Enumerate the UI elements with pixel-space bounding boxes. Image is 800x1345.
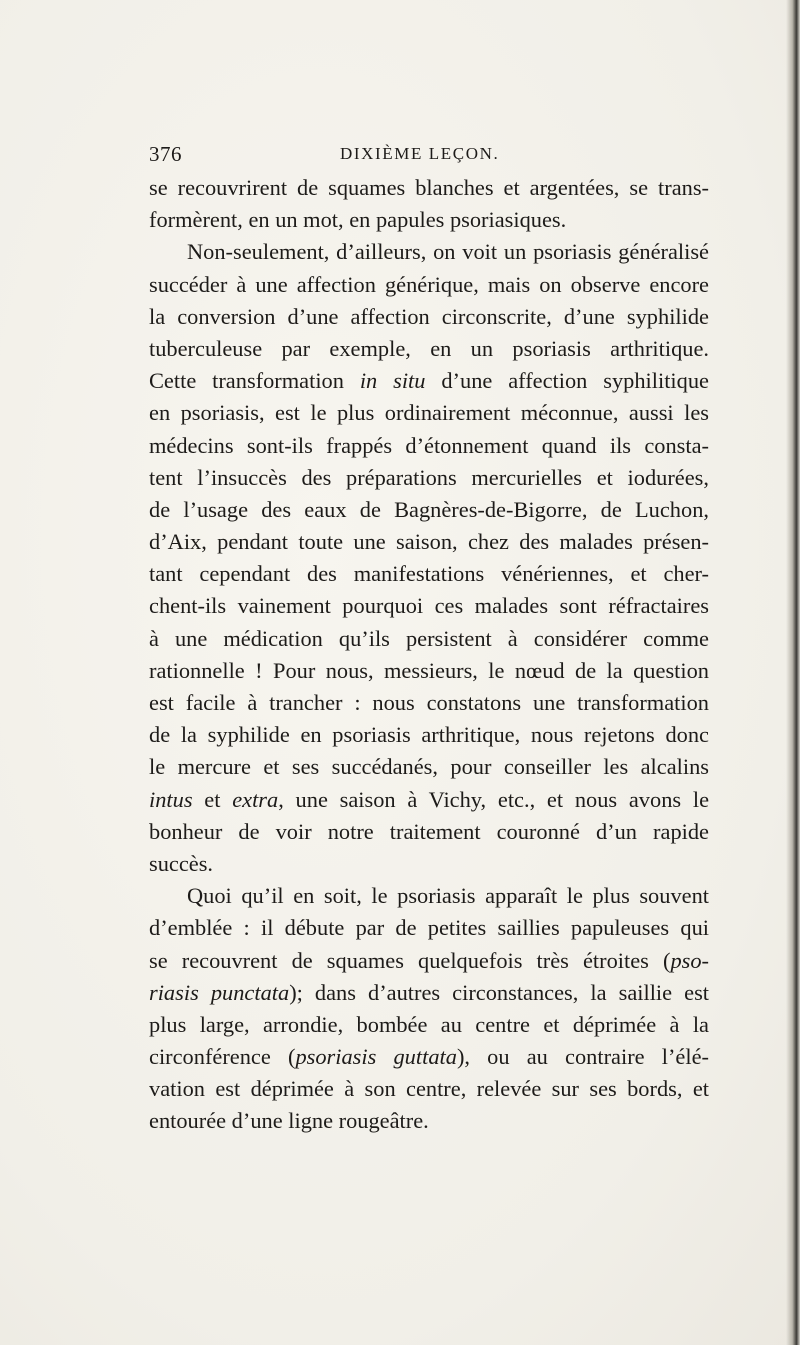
- line-text: bonheur de voir notre traitement couronné d’un rapide: [149, 818, 709, 844]
- text-line: [149, 365, 709, 397]
- line-text: ); dans d’autres circonstances, la saillie est: [289, 979, 710, 1005]
- line-text: et: [192, 786, 233, 812]
- italic-text: extra: [232, 786, 279, 812]
- line-text: d’emblée : il débute par de petites saillies papuleuses qui: [149, 915, 709, 941]
- text-line: [149, 1105, 709, 1137]
- text-line: [149, 623, 709, 655]
- line-text: Cette transformation: [149, 368, 360, 394]
- text-line: [149, 1073, 709, 1105]
- text-line: [149, 236, 709, 268]
- text-line: [149, 816, 709, 848]
- text-line: [149, 301, 709, 333]
- line-text: ), ou au contraire l’élé-: [456, 1044, 709, 1070]
- section-title: DIXIÈME LEÇON.: [340, 144, 500, 163]
- text-line: [149, 1009, 709, 1041]
- line-text: tent l’insuccès des préparations mercurielles et iodurées,: [149, 464, 709, 490]
- text-line: [149, 655, 709, 687]
- line-text: de la syphilide en psoriasis arthritique, nous rejetons donc: [149, 722, 709, 748]
- line-text: chent-ils vainement pourquoi ces malades sont réfractaires: [149, 593, 709, 619]
- line-text: vation est déprimée à son centre, relevée sur ses bords, et: [149, 1076, 709, 1102]
- line-text: tuberculeuse par exemple, en un psoriasis arthritique.: [149, 335, 709, 361]
- text-line: [149, 977, 709, 1009]
- text-line: [149, 687, 709, 719]
- body-text: [149, 172, 709, 1138]
- text-line: [149, 1041, 709, 1073]
- text-line: [149, 784, 709, 816]
- italic-text: riasis punctata: [149, 979, 290, 1005]
- italic-text: pso-: [670, 947, 709, 973]
- line-text: est facile à trancher : nous constatons une transformation: [149, 690, 709, 715]
- line-text: d’Aix, pendant toute une saison, chez des malades présen-: [149, 529, 709, 555]
- line-text: se recouvrirent de squames blanches et argentées, se trans-: [149, 175, 709, 200]
- text-line: [149, 462, 709, 494]
- text-line: [149, 204, 709, 236]
- line-text: , une saison à Vichy, etc., et nous avons le: [278, 786, 710, 812]
- page-number: 376: [149, 142, 182, 166]
- text-line: [149, 719, 709, 751]
- text-line: [149, 912, 709, 944]
- line-text: se recouvrent de squames quelquefois très étroites (: [149, 947, 671, 973]
- text-line: [149, 751, 709, 783]
- italic-text: in situ: [359, 368, 426, 394]
- text-line: [149, 172, 709, 204]
- line-text: de l’usage des eaux de Bagnères-de-Bigorre, de Luchon,: [149, 496, 709, 522]
- text-line: [149, 333, 709, 365]
- text-line: [149, 526, 709, 558]
- line-text: à une médication qu’ils persistent à considérer comme: [149, 625, 709, 651]
- line-text: succéder à une affection générique, mais on observe encore: [149, 271, 709, 297]
- line-text: circonférence (: [149, 1044, 296, 1070]
- line-text: Non-seulement, d’ailleurs, on voit un psoriasis généralisé: [187, 239, 709, 265]
- text-line: [149, 397, 709, 429]
- italic-text: psoriasis guttata: [295, 1044, 457, 1070]
- line-text: rationnelle ! Pour nous, messieurs, le nœud de la question: [149, 657, 709, 683]
- text-line: [149, 945, 709, 977]
- text-line: [149, 590, 709, 622]
- line-text: en psoriasis, est le plus ordinairement méconnue, aussi les: [149, 400, 709, 426]
- running-head: [149, 142, 709, 168]
- line-text: tant cependant des manifestations vénériennes, et cher-: [149, 561, 709, 587]
- text-line: [149, 880, 709, 912]
- text-line: [149, 558, 709, 590]
- italic-text: intus: [149, 786, 193, 812]
- page-edge-shadow: [786, 0, 800, 1345]
- text-line: [149, 494, 709, 526]
- line-text: Quoi qu’il en soit, le psoriasis apparaît le plus souvent: [187, 883, 709, 909]
- text-line: [149, 269, 709, 301]
- line-text: succès.: [149, 850, 214, 876]
- line-text: d’une affection syphilitique: [425, 368, 709, 394]
- line-text: la conversion d’une affection circonscrite, d’une syphilide: [149, 303, 709, 329]
- line-text: le mercure et ses succédanés, pour conseiller les alcalins: [149, 754, 709, 780]
- line-text: médecins sont-ils frappés d’étonnement quand ils consta-: [149, 432, 709, 458]
- text-line: [149, 430, 709, 462]
- line-text: formèrent, en un mot, en papules psoriasiques.: [149, 207, 567, 233]
- line-text: entourée d’une ligne rougeâtre.: [149, 1108, 429, 1134]
- line-text: plus large, arrondie, bombée au centre et déprimée à la: [149, 1011, 709, 1037]
- text-line: [149, 848, 709, 880]
